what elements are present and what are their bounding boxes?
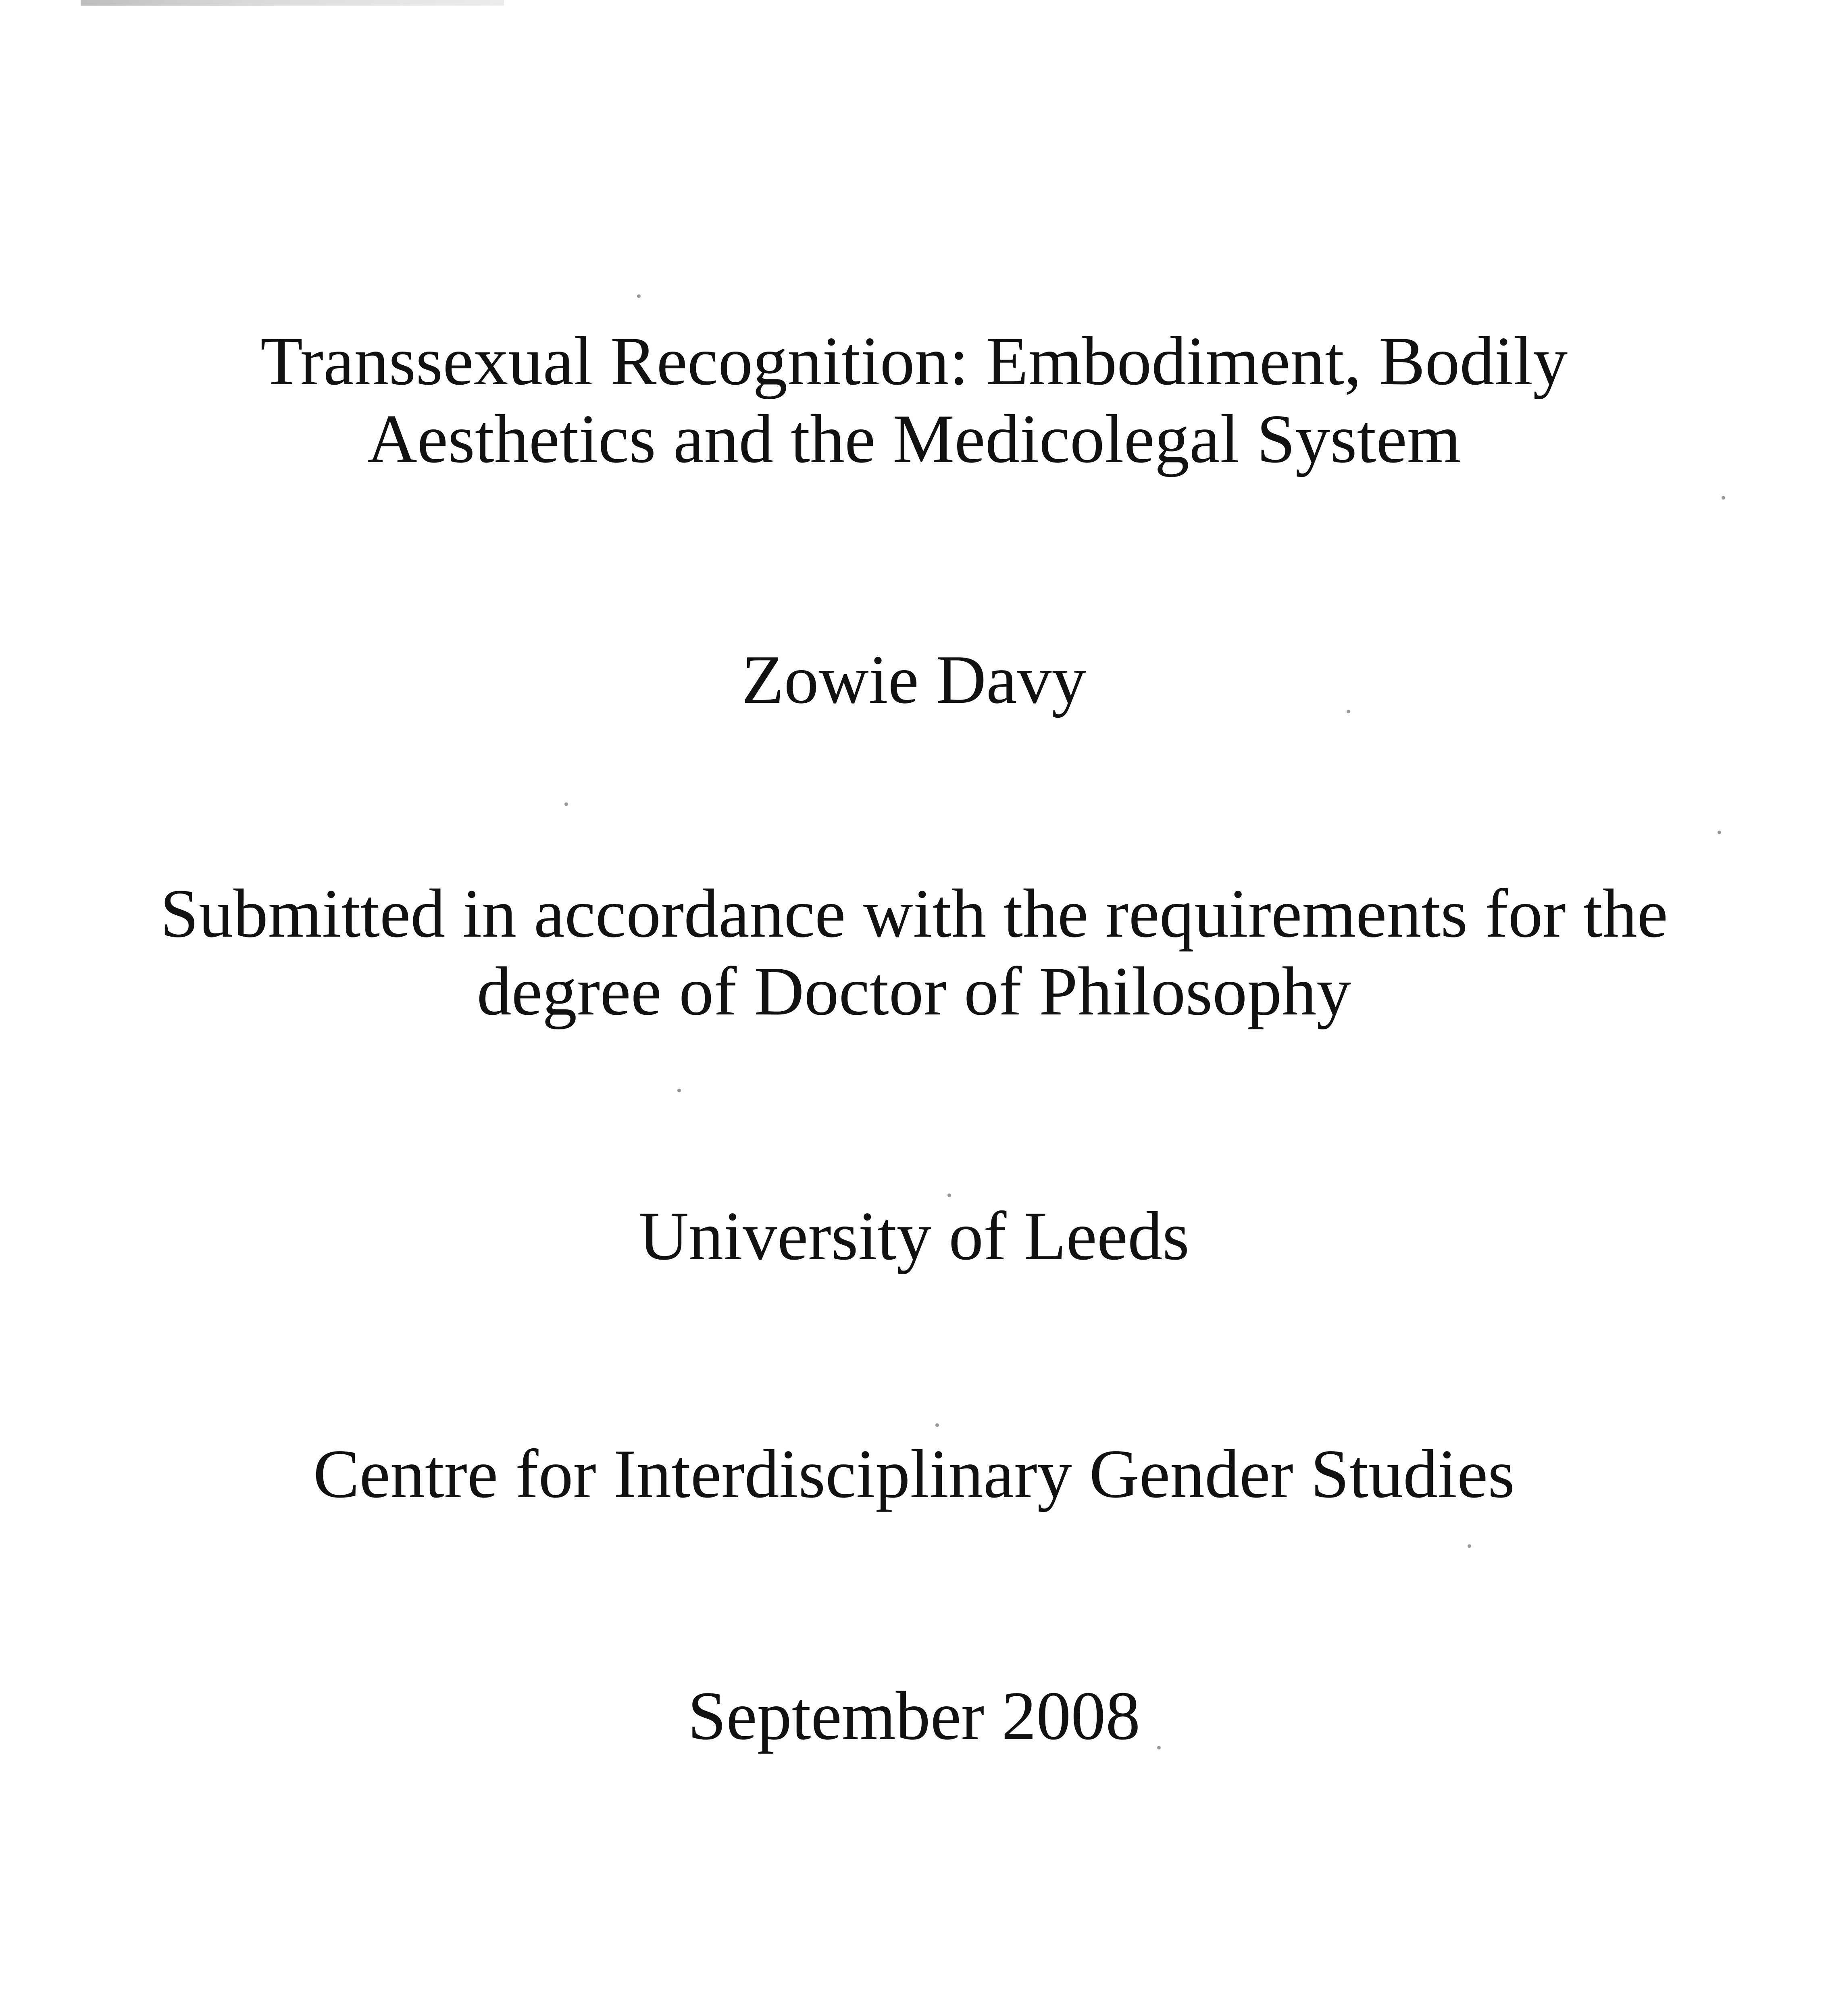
scan-speck (677, 1089, 681, 1092)
centre-name: Centre for Interdisciplinary Gender Studies (313, 1436, 1515, 1512)
scan-speck (1157, 1746, 1161, 1749)
scan-speck (935, 1423, 939, 1427)
scan-speck (1718, 831, 1721, 834)
author-name: Zowie Davy (741, 641, 1087, 718)
scan-speck (947, 1193, 951, 1197)
scan-speck (1347, 710, 1350, 713)
scan-speck (1722, 496, 1725, 500)
thesis-title (0, 323, 1828, 478)
thesis-title-line-1: Transsexual Recognition: Embodiment, Bodily (260, 323, 1568, 400)
submission-line-1: Submitted in accordance with the requirements for the (160, 875, 1668, 952)
scan-speck (637, 294, 641, 298)
scan-speck (564, 802, 568, 806)
scan-speck (1468, 1544, 1471, 1548)
submission-line-2: degree of Doctor of Philosophy (477, 953, 1351, 1030)
submission-statement (0, 875, 1828, 1030)
scan-artifact-bar (81, 0, 504, 6)
submission-date: September 2008 (687, 1678, 1141, 1754)
thesis-title-line-2: Aesthetics and the Medicolegal System (367, 400, 1461, 477)
university-name: University of Leeds (638, 1198, 1190, 1275)
